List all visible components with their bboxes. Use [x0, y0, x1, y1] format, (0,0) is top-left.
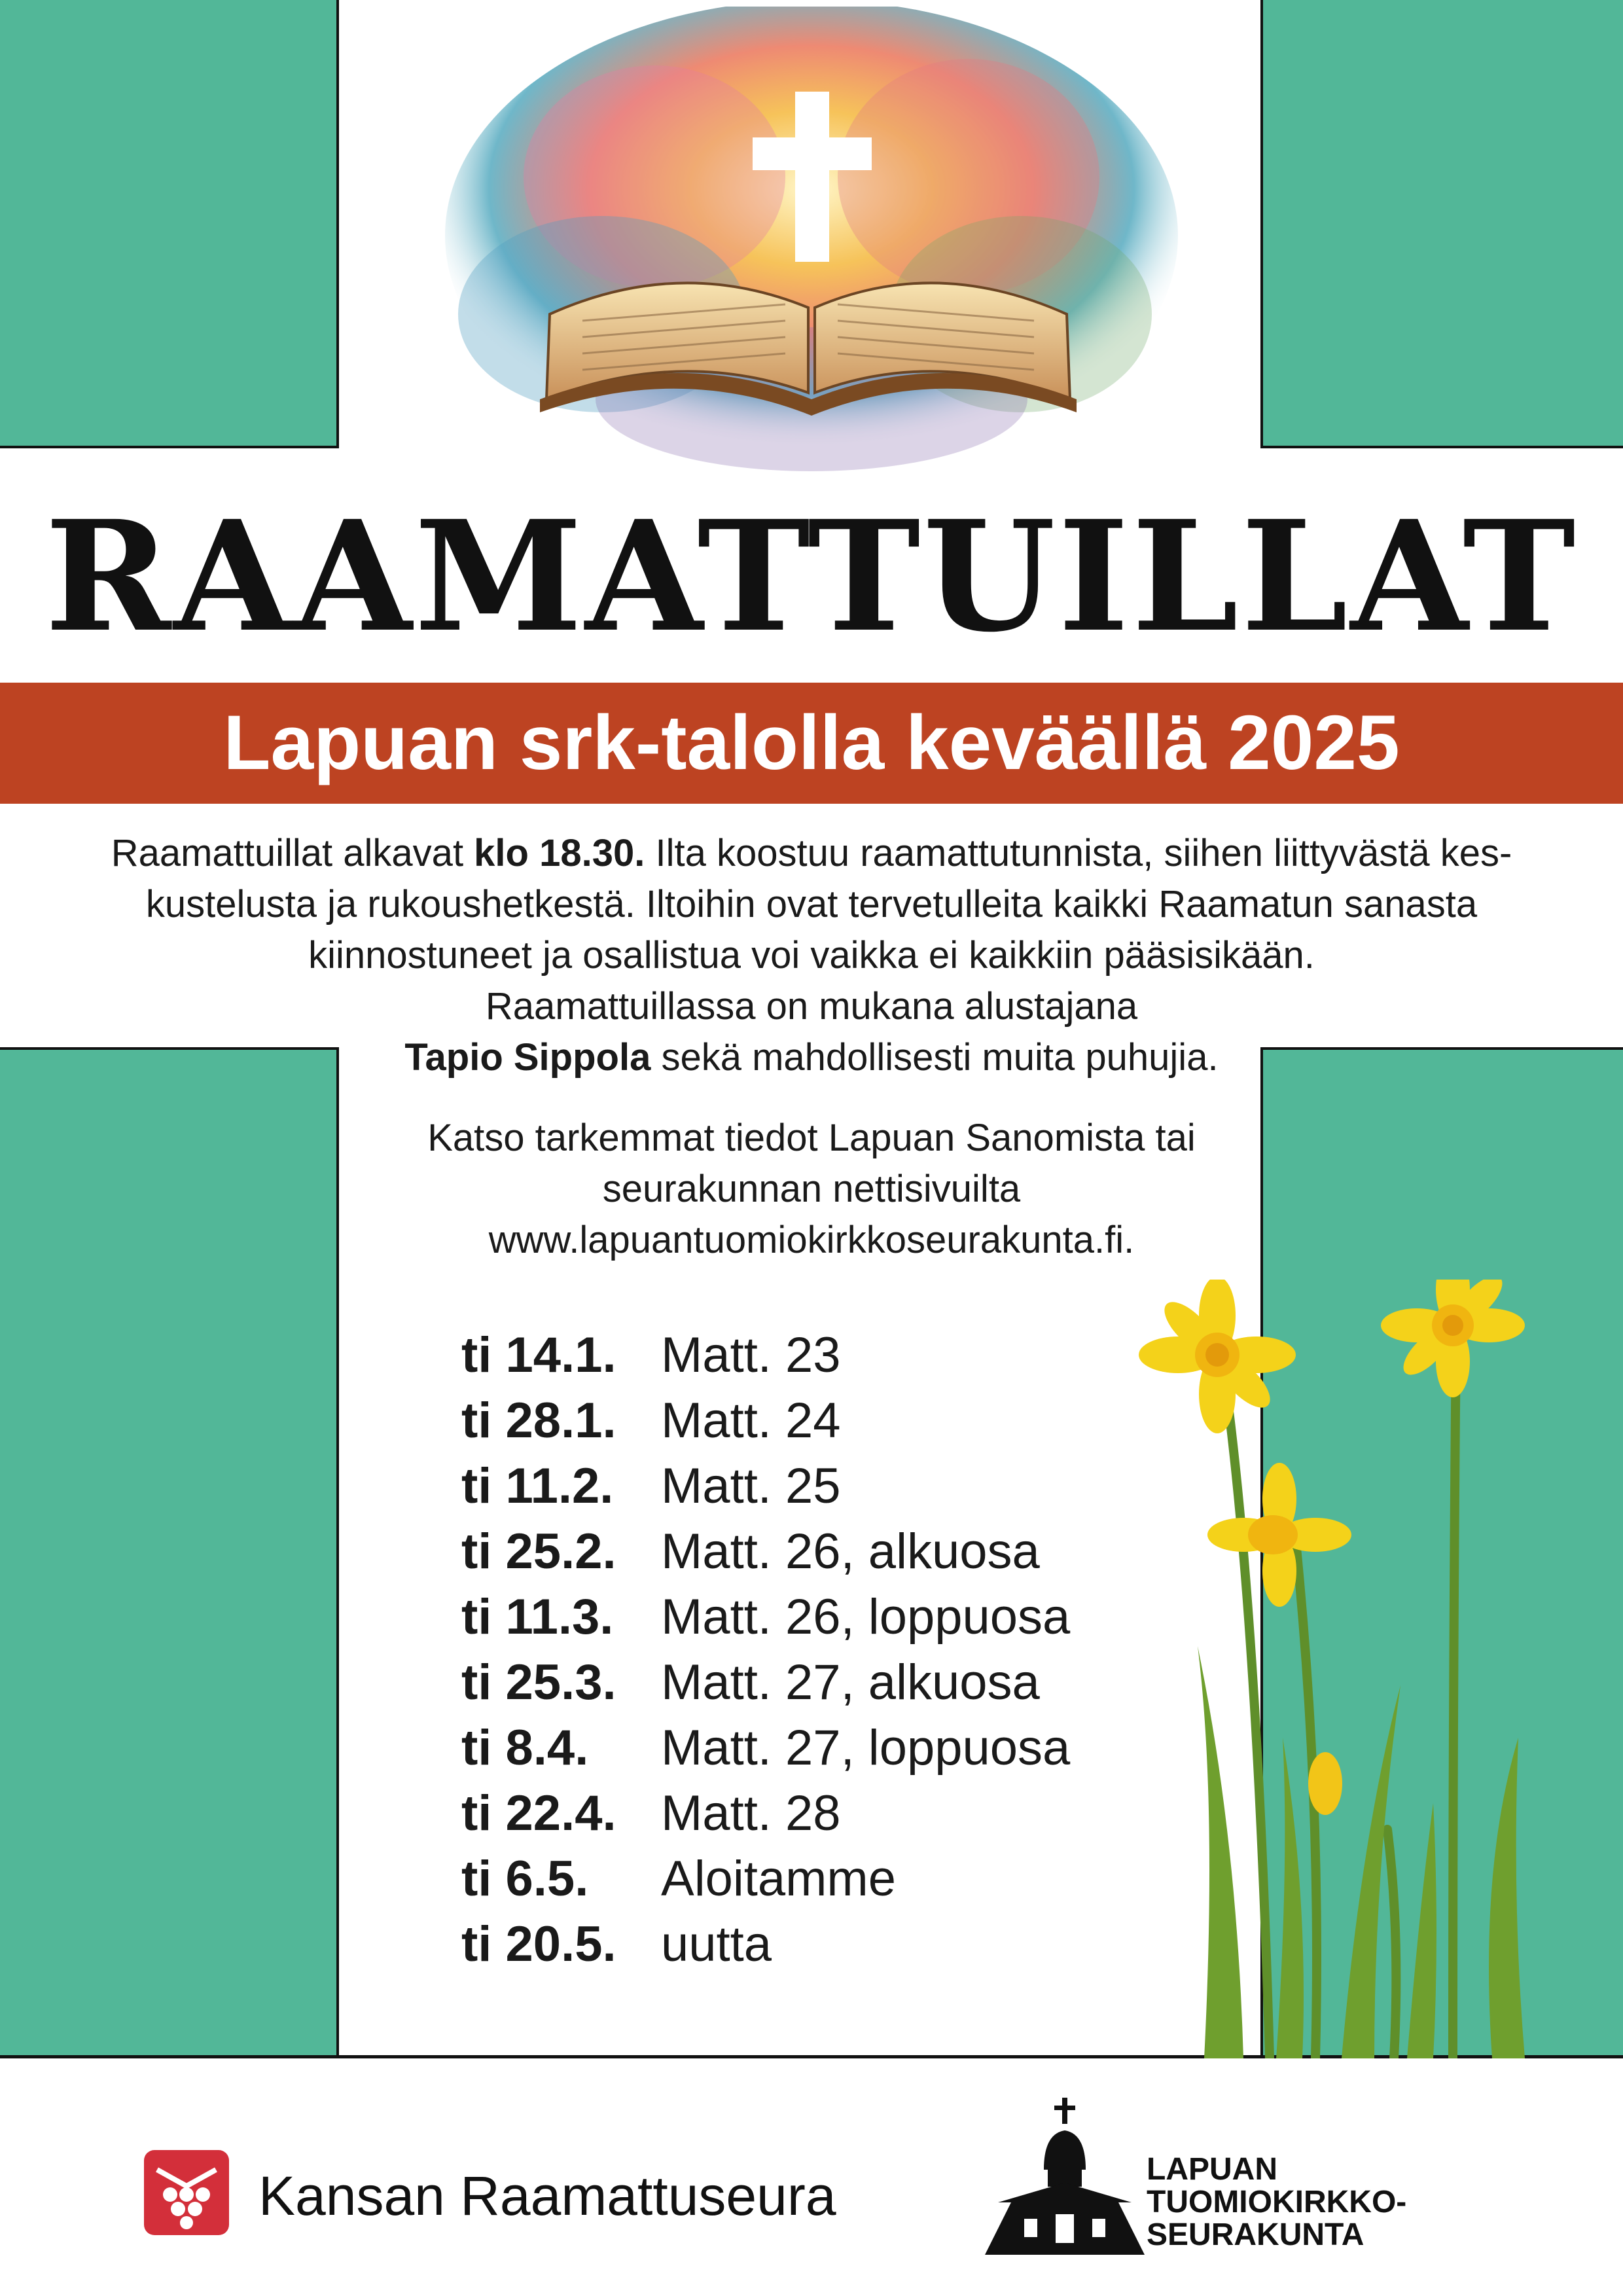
- schedule-row: [461, 1846, 1194, 1911]
- schedule-date: ti 11.3.: [461, 1588, 614, 1645]
- schedule-row: [461, 1518, 1194, 1584]
- schedule-topic: Matt. 27, loppuosa: [661, 1719, 1071, 1776]
- schedule-row: [461, 1911, 1194, 1977]
- page-title: RAAMATTUILLAT: [45, 487, 1578, 666]
- schedule-topic: Matt. 23: [661, 1327, 841, 1383]
- bible-cross-illustration: [432, 7, 1178, 491]
- schedule-topic: Matt. 27, alkuosa: [661, 1654, 1040, 1710]
- schedule-date: ti 28.1.: [461, 1392, 616, 1448]
- intro-line-1: Raamattuillat alkavat klo 18.30. Ilta koostuu raamattutunnista, siihen liittyvästä kes-: [111, 832, 1512, 874]
- more-info-line-2: seurakunnan nettisivuilta: [602, 1168, 1021, 1210]
- schedule-topic: Matt. 28: [661, 1785, 841, 1841]
- church-icon: [985, 2098, 1149, 2255]
- schedule-date: ti 25.2.: [461, 1523, 616, 1579]
- schedule-date: ti 22.4.: [461, 1785, 616, 1841]
- green-panel-top-right: [1260, 0, 1623, 448]
- schedule-row: [461, 1715, 1194, 1780]
- cross-vertical: [795, 92, 829, 262]
- schedule-row: [461, 1780, 1194, 1846]
- schedule-topic: Matt. 26, loppuosa: [661, 1588, 1071, 1645]
- daffodil-bud: [1308, 1752, 1342, 1815]
- schedule-topic: Matt. 25: [661, 1458, 841, 1514]
- schedule-row: [461, 1649, 1194, 1715]
- cross-horizontal: [753, 137, 872, 170]
- schedule-row: [461, 1453, 1194, 1518]
- intro-line-2: kustelusta ja rukoushetkestä. Iltoihin ovat tervetulleita kaikki Raamatun sanasta: [145, 883, 1478, 925]
- schedule-topic: Aloitamme: [661, 1850, 896, 1907]
- parish-name-line-3: SEURAKUNTA: [1147, 2217, 1364, 2252]
- green-panel-bottom-left: [0, 1047, 339, 2058]
- intro-text: [26, 828, 1597, 1083]
- daffodil-illustration: [1126, 1280, 1584, 2058]
- website-link[interactable]: www.lapuantuomiokirkkoseurakunta.fi.: [488, 1219, 1135, 1261]
- intro-line-5: Tapio Sippola sekä mahdollisesti muita puhujia.: [404, 1036, 1219, 1079]
- schedule-topic: Matt. 26, alkuosa: [661, 1523, 1040, 1579]
- schedule-row: [461, 1388, 1194, 1453]
- more-info-line-1: Katso tarkemmat tiedot Lapuan Sanomista tai: [427, 1117, 1196, 1159]
- more-info-text: [340, 1113, 1283, 1266]
- schedule-topic: uutta: [661, 1916, 772, 1972]
- parish-name-line-1: LAPUAN: [1147, 2152, 1277, 2187]
- krs-name: Kansan Raamattuseura: [259, 2165, 836, 2227]
- green-panel-top-left: [0, 0, 339, 448]
- schedule-date: ti 25.3.: [461, 1654, 616, 1710]
- schedule-date: ti 6.5.: [461, 1850, 589, 1907]
- schedule-date: ti 20.5.: [461, 1916, 616, 1972]
- parish-name-line-2: TUOMIOKIRKKO-: [1147, 2185, 1407, 2219]
- schedule-date: ti 11.2.: [461, 1458, 614, 1514]
- schedule-date: ti 8.4.: [461, 1719, 589, 1776]
- schedule-date: ti 14.1.: [461, 1327, 616, 1383]
- intro-line-4: Raamattuillassa on mukana alustajana: [485, 985, 1138, 1028]
- schedule-list: [461, 1322, 1194, 1977]
- schedule-topic: Matt. 24: [661, 1392, 841, 1448]
- subtitle-banner: Lapuan srk-talolla keväällä 2025: [0, 683, 1623, 804]
- parish-name: [1147, 2153, 1406, 2251]
- krs-grape-logo: [144, 2150, 229, 2235]
- intro-line-3: kiinnostuneet ja osallistua voi vaikka ei kaikkiin pääsisikään.: [308, 934, 1315, 977]
- schedule-row: [461, 1584, 1194, 1649]
- schedule-row: [461, 1322, 1194, 1388]
